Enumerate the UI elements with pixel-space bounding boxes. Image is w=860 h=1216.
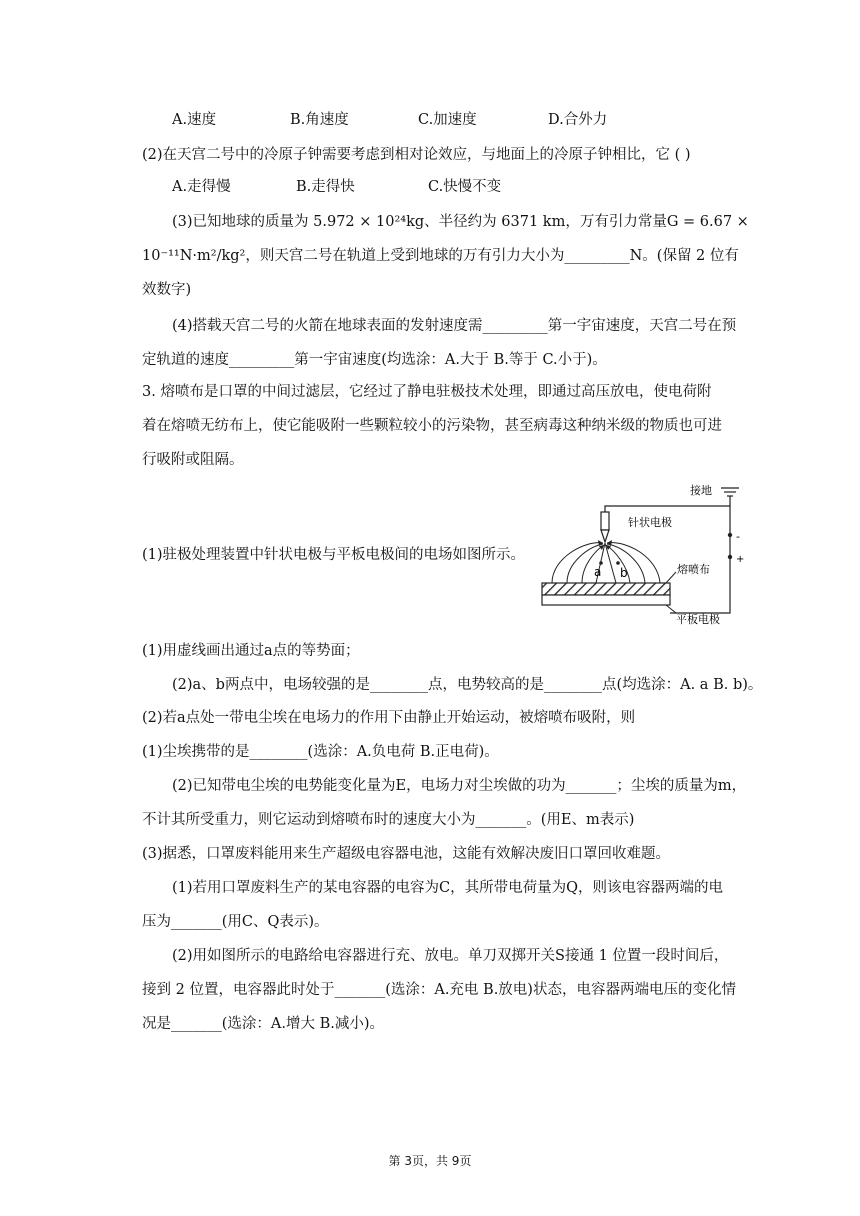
minus-label: -	[736, 530, 740, 543]
option-b: B.角速度	[290, 112, 349, 128]
label-b: b	[620, 566, 628, 580]
plate-electrode	[542, 595, 670, 605]
q3-p2-1: (1)尘埃携带的是________(选涂：A.负电荷 B.正电荷)。	[142, 744, 499, 760]
q2-sub3-line2: 10⁻¹¹N·m²/kg²，则天宫二号在轨道上受到地球的万有引力大小为_________N。(保留 2 位有	[142, 248, 739, 264]
option-c: C.加速度	[418, 112, 477, 128]
page-footer: 第 3页，共 9页	[388, 1154, 472, 1168]
needle-label: 针状电极	[628, 516, 672, 529]
q3-stem-line1: 3. 熔喷布是口罩的中间过滤层，它经过了静电驻极技术处理，即通过高压放电，使电荷附	[142, 384, 712, 400]
q3-stem-line2: 着在熔喷无纺布上，使它能吸附一些颗粒较小的污染物，甚至病毒这种纳米级的物质也可进	[142, 418, 722, 434]
q3-p1-1: (1)用虚线画出通过a点的等势面；	[142, 643, 360, 659]
q3-stem-line3: 行吸附或阻隔。	[142, 452, 244, 468]
ground-symbol-icon	[721, 488, 739, 506]
q3-p1-2: (2)a、b两点中，电场较强的是________点，电势较高的是________点(均选涂：A. a B. b)。	[172, 677, 763, 693]
q3-part1-intro: (1)驻极处理装置中针状电极与平板电极间的电场如图所示。	[142, 547, 526, 563]
point-b	[616, 561, 620, 565]
q2-sub3-line3: 效数字)	[142, 282, 192, 298]
needle-electrode	[601, 512, 609, 542]
option-d: D.合外力	[548, 112, 608, 128]
meltblown-fabric	[542, 583, 670, 595]
q2-sub3-line1: (3)已知地球的质量为 5.972 × 10²⁴kg、半径约为 6371 km，万有引力常量G = 6.67 ×	[172, 214, 749, 230]
label-a: a	[594, 565, 602, 579]
field-lines	[552, 543, 660, 583]
q3-p3-2-line3: 况是_______(选涂：A.增大 B.减小)。	[142, 1016, 385, 1032]
fabric-leader	[666, 572, 676, 583]
option-a: A.走得慢	[172, 179, 231, 195]
q3-p3-1-line2: 压为_______(用C、Q表示)。	[142, 914, 329, 930]
q3-part3: (3)据悉，口罩废料能用来生产超级电容器电池，这能有效解决废旧口罩回收难题。	[142, 846, 671, 862]
plus-label: +	[736, 554, 745, 565]
option-b: B.走得快	[296, 179, 355, 195]
plate-leader	[666, 605, 676, 613]
electrode-figure	[530, 480, 775, 630]
q3-part2: (2)若a点处一带电尘埃在电场力的作用下由静止开始运动，被熔喷布吸附，则	[142, 710, 636, 726]
q2-sub4-line2: 定轨道的速度_________第一宇宙速度(均选涂：A.大于 B.等于 C.小于)。	[142, 352, 607, 368]
plate-label: 平板电极	[676, 613, 720, 626]
q2-options-clock	[0, 177, 860, 199]
q3-p2-2-line2: 不计其所受重力，则它运动到熔喷布时的速度大小为_______。(用E、m表示)	[142, 812, 635, 828]
ground-label: 接地	[690, 484, 712, 497]
option-c: C.快慢不变	[428, 179, 502, 195]
q3-p2-2-line1: (2)已知带电尘埃的电势能变化量为E，电场力对尘埃做的功为_______；尘埃的质量为m，	[172, 778, 747, 794]
q2-options-motion	[0, 110, 860, 132]
fabric-label: 熔喷布	[677, 563, 710, 576]
option-a: A.速度	[172, 112, 217, 128]
q3-p3-2-line2: 接到 2 位置，电容器此时处于_______(选涂：A.充电 B.放电)状态，电容器两端电压的变化情	[142, 982, 736, 998]
q2-sub2: (2)在天宫二号中的冷原子钟需要考虑到相对论效应，与地面上的冷原子钟相比，它 ( )	[142, 147, 691, 163]
q2-sub4-line1: (4)搭载天宫二号的火箭在地球表面的发射速度需_________第一宇宙速度，天宫二号在预	[172, 318, 737, 334]
q3-p3-1-line1: (1)若用口罩废料生产的某电容器的电容为C，其所带电荷量为Q，则该电容器两端的电	[172, 880, 724, 896]
q3-p3-2-line1: (2)用如图所示的电路给电容器进行充、放电。单刀双掷开关S接通 1 位置一段时间后，	[172, 948, 729, 964]
